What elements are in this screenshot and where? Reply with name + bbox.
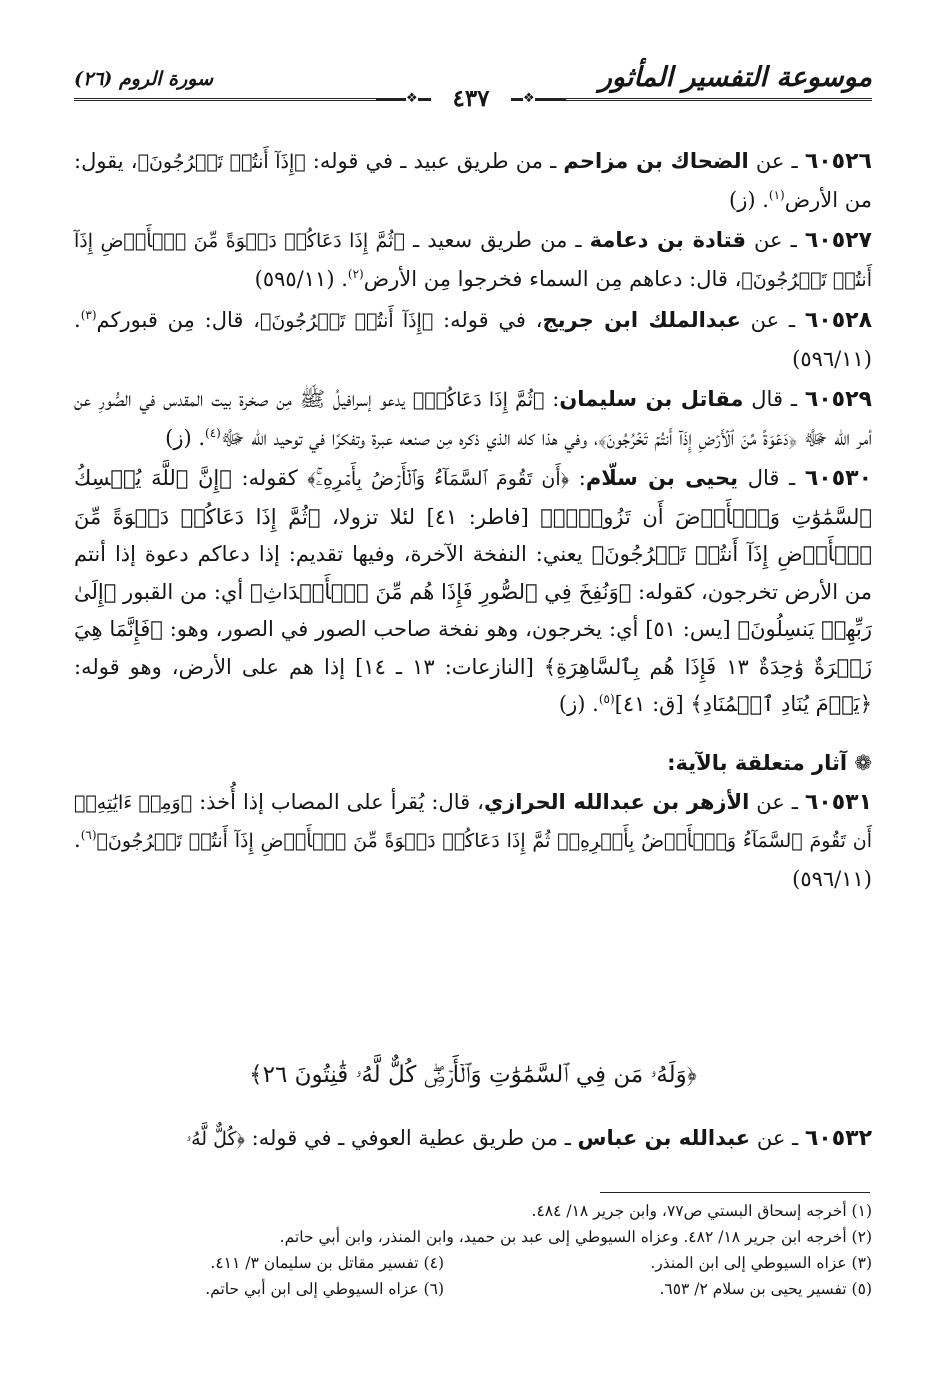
entry-text: ـ قال (743, 387, 805, 411)
footnote-row (74, 1250, 872, 1276)
surah-title: سورة الروم (٢٦) (74, 68, 213, 90)
footnotes (74, 1198, 872, 1302)
narration-entry (74, 143, 872, 219)
footnote-marker: (٦) (80, 828, 97, 842)
entry-text: كقوله: ﴿إِنَّ ٱللَّهَ يُمۡسِكُ ٱلسَّمَٰوَٰتِ وَٱلۡأَرۡضَ أَن تَزُولَاۚ﴾ [فاطر: ٤١] لئلا تزولا، ﴿ثُمَّ إِذَا دَعَاكُمۡ دَعۡوَةً مِّنَ ٱلۡأَرۡضِ إِذَآ أَنتُمۡ تَخۡرُجُونَ﴾ يعني: النفخة الآخرة، وفيها تقديم: إذا دعاكم دعوة إذا أنتم من الأرض تخرجون، كقوله: ﴿وَنُفِخَ فِي ٱلصُّورِ فَإِذَا هُم مِّنَ ٱلۡأَجۡدَاثِ﴾ أي: من القبور ﴿إِلَىٰ رَبِّهِمۡ يَنسِلُونَ﴾ [يس: ٥١] أي: يخرجون، وهو نفخة صاحب الصور في الصور، وهو: ﴿فَإِنَّمَا هِيَ زَجۡرَةٌ وَٰحِدَةٌ ١٣ فَإِذَا هُم بِٱلسَّاهِرَةِ﴾ [النازعات: ١٣ ـ ١٤] إذا هم على الأرض، وهو قوله: ﴿يَوۡمَ يُنَادِ ٱلۡمُنَادِ﴾ [ق: ٤١] (74, 466, 872, 716)
narration-entry (74, 1120, 872, 1162)
page-number-block (376, 85, 566, 115)
entry-number: ٦٠٥٢٧ (804, 228, 872, 253)
quran-quote: ﴿إِذَآ أَنتُمۡ تَخۡرُجُونَ﴾ (259, 310, 434, 332)
entry-reference: . (٥٩٦/١١) (74, 308, 872, 371)
entry-text: ـ عن (740, 308, 805, 332)
footnote-marker: (٢) (347, 266, 364, 281)
entry-text: ـ قال (738, 466, 805, 490)
narration-entry (74, 222, 872, 299)
entry-number: ٦٠٥٣٠ (804, 466, 872, 491)
entry-text: ، قال: يُقرأ على المصاب إذا أُخذ: (192, 789, 484, 814)
quran-quote: ﴿كُلٌّ لَّهُۥ (186, 1128, 245, 1150)
quran-quote: ﴿وَمِنۡ ءَايَٰتِهِۦٓ أَن تَقُومَ ٱلسَّمَآءُ وَٱلۡأَرۡضُ بِأَمۡرِهِۦۚ ثُمَّ إِذَا دَعَاكُمۡ دَعۡوَةً مِّنَ ٱلۡأَرۡضِ إِذَآ أَنتُمۡ تَخۡرُجُونَ﴾ (74, 791, 872, 852)
entry-author: يحيى بن سلّام (585, 466, 739, 490)
footnote: (٦) عزاه السيوطي إلى ابن أبي حاتم. (205, 1280, 444, 1298)
quran-quote: ﴿أَن تَقُومَ ٱلسَّمَآءُ وَٱلۡأَرۡضُ بِأَمۡرِهِۦۚ﴾ (307, 468, 570, 490)
entry-text: ـ من طريق سعيد ـ (404, 228, 590, 252)
narration-entry (74, 302, 872, 378)
footnote-marker: (١) (768, 187, 785, 202)
ornament-icon: ❖ (406, 91, 418, 106)
entry-reference: . (ز) (165, 425, 206, 450)
footnote-row (74, 1224, 872, 1250)
entry-number: ٦٠٥٢٩ (804, 387, 872, 412)
verse-heading: ﴿وَلَهُۥ مَن فِي ٱلسَّمَٰوَٰتِ وَٱلۡأَرۡضِۖ كُلٌّ لَّهُۥ قَٰنِتُونَ ٢٦﴾ (249, 1062, 697, 1088)
entry-reference: . (٥٩٥/١١) (254, 266, 348, 291)
flower-icon: ❁ (854, 750, 872, 775)
quran-quote: ﴿إِذَآ أَنتُمۡ تَخۡرُجُونَ﴾ (137, 151, 306, 173)
entry-paragraph (74, 1120, 872, 1159)
footnote-row (74, 1276, 872, 1302)
entry-author: عبدالملك ابن جريج (542, 308, 741, 332)
entry-text: : (544, 387, 560, 411)
entry-author: مقاتل بن سليمان (559, 387, 744, 411)
footnote-rule (600, 1192, 870, 1193)
entry-author: الأزهر بن عبدالله الحرازي (483, 789, 750, 814)
narration-entry (74, 784, 872, 899)
entry-text: ، قال: دعاهم مِن السماء فخرجوا مِن الأرض (363, 266, 742, 291)
ornament-icon: ❖ (523, 91, 535, 106)
entry-author: قتادة بن دعامة (589, 228, 746, 252)
entry-text: ، قال: مِن قبوركم (96, 308, 260, 332)
entry-text: يدعو إسرافيلُ ﷺ مِن صخرة بيت المقدس في الصُّورِ عن أمر الله ﷻ ﴿دَعۡوَةً مِّنَ ٱلۡأَرۡضِ إِذَآ أَنتُمۡ تَخۡرُجُونَ﴾، وفي هذا كله الذي ذكره مِن صنعه عبرة وتفكرًا في توحيد الله ﷻ (74, 387, 872, 450)
entry-text: ـ عن (745, 228, 805, 252)
main-text (74, 143, 872, 901)
footnote: (٥) تفسير يحيى بن سلام ٢/ ٦٥٣. (659, 1280, 872, 1298)
entry-text: ـ من طريق عطية العوفي ـ في قوله: (244, 1126, 578, 1150)
entry-number: ٦٠٥٣١ (804, 789, 872, 815)
entry-text: ، يقول: من الأرض (74, 149, 872, 212)
entry-number: ٦٠٥٢٦ (804, 149, 872, 174)
footnote-marker: (٤) (205, 425, 221, 440)
footnote: (٣) عزاه السيوطي إلى ابن المنذر. (650, 1254, 872, 1272)
entry-text: ـ من طريق عبيد ـ في قوله: (305, 149, 564, 173)
footnote: (٢) أخرجه ابن جرير ١٨/ ٤٨٢. وعزاه السيوطي إلى عبد بن حميد، وابن المنذر، وابن أبي حاتم. (279, 1228, 872, 1246)
entry-reference: . (ز) (729, 187, 769, 212)
quran-quote: ﴿ثُمَّ إِذَا دَعَاكُمۡ دَعۡوَةً مِّنَ ٱلۡأَرۡضِ إِذَآ أَنتُمۡ تَخۡرُجُونَ﴾ (74, 230, 872, 291)
page-number: ٤٣٧ (431, 85, 511, 113)
entry-text: ـ عن (749, 789, 805, 814)
footnote-marker: (٣) (80, 308, 97, 322)
entry-text: ـ عن (750, 1126, 805, 1150)
footnote: (١) أخرجه إسحاق البستي ص٧٧، وابن جرير ١٨/ ٤٨٤. (531, 1202, 872, 1220)
narration-entry (74, 381, 872, 457)
entry-number: ٦٠٥٢٨ (804, 308, 872, 333)
footnote-marker: (٥) (598, 692, 615, 706)
entry-text: ، في قوله: (433, 308, 543, 332)
book-title: موسوعة التفسير المأثور (598, 62, 872, 93)
entry-number: ٦٠٥٣٢ (804, 1126, 872, 1151)
entry-text: : (569, 466, 586, 490)
narration-entry (74, 460, 872, 724)
quran-quote: ﴿ثُمَّ إِذَا دَعَاكُمۡ﴾ (412, 389, 545, 411)
entry-reference: . (٥٩٦/١١) (74, 828, 872, 891)
entry-reference: . (ز) (558, 692, 599, 716)
footnote: (٤) تفسير مقاتل بن سليمان ٣/ ٤١١. (210, 1254, 444, 1272)
entry-author: الضحاك بن مزاحم (563, 149, 749, 173)
section-title: آثار متعلقة بالآية: (667, 750, 848, 775)
section-heading (74, 746, 872, 780)
footnote-row (74, 1198, 872, 1224)
entry-author: عبدالله بن عباس (577, 1126, 751, 1150)
entry-text: ـ عن (748, 149, 805, 173)
